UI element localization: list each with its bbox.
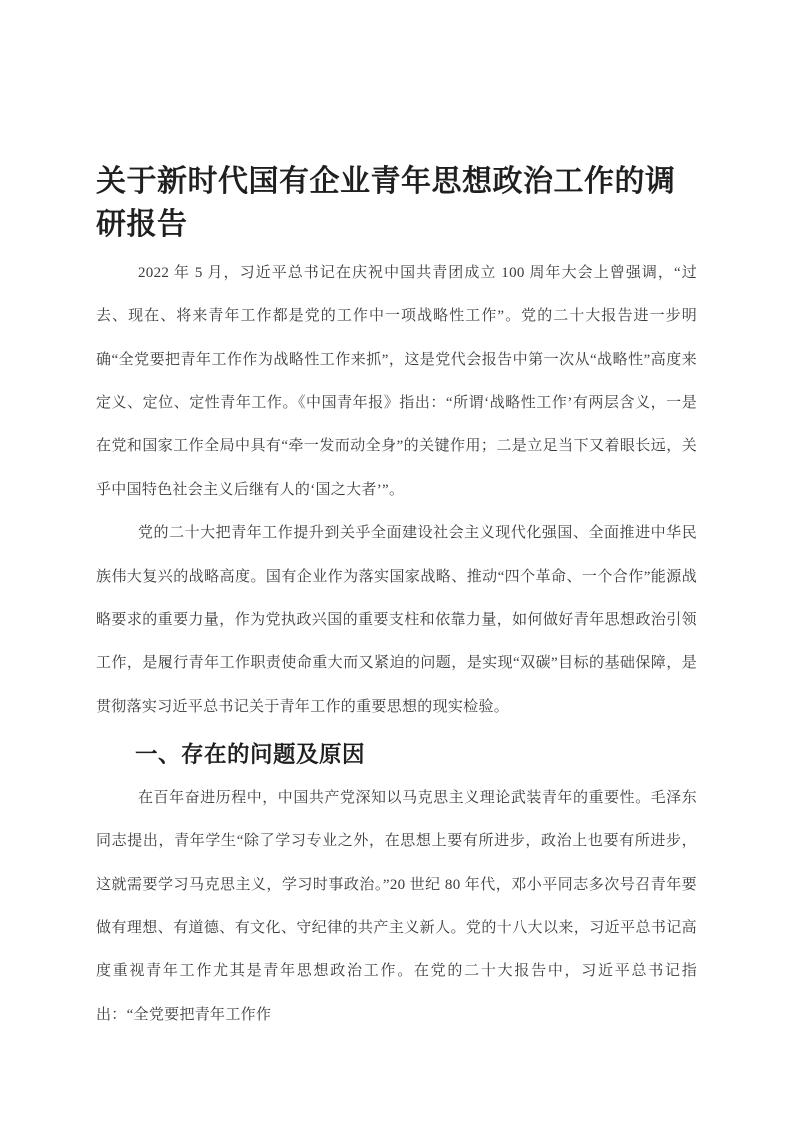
document-title: 关于新时代国有企业青年思想政治工作的调研报告 bbox=[96, 165, 676, 242]
paragraph: 2022 年 5 月，习近平总书记在庆祝中国共青团成立 100 周年大会上曾强调，“过去、现在、将来青年工作都是党的工作中一项战略性工作”。党的二十大报告进一步明确“全党要把青年工作作为战略性工作来抓”，这是党代会报告中第一次从“战略性”高度来定义、定位、定性青年工作。《中国青年报》指出：“所谓‘战略性工作’有两层含义，一是在党和国家工作全局中具有“牵一发而动全身”的关键作用；二是立足当下又着眼长远，关乎中国特色社会主义后继有人的‘国之大者’”。 bbox=[96, 264, 697, 498]
document-body bbox=[96, 0, 697, 1037]
paragraph: 党的二十大把青年工作提升到关乎全面建设社会主义现代化强国、全面推进中华民族伟大复兴的战略高度。国有企业作为落实国家战略、推动“四个革命、一个合作”能源战略要求的重要力量，作为党执政兴国的重要支柱和依靠力量，如何做好青年思想政治引领工作，是履行青年工作职责使命重大而又紧迫的问题，是实现“双碳”目标的基础保障，是贯彻落实习近平总书记关于青年工作的重要思想的现实检验。 bbox=[96, 525, 697, 715]
paragraph: 在百年奋进历程中，中国共产党深知以马克思主义理论武装青年的重要性。毛泽东同志提出，青年学生“除了学习专业之外，在思想上要有所进步，政治上也要有所进步，这就需要学习马克思主义，学习时事政治。”20 世纪 80 年代，邓小平同志多次号召青年要做有理想、有道德、有文化、守纪律的共产主义新人。党的十八大以来，习近平总书记高度重视青年工作尤其是青年思想政治工作。在党的二十大报告中，习近平总书记指出：“全党要把青年工作作 bbox=[96, 789, 697, 1023]
section-heading: 一、存在的问题及原因 bbox=[135, 742, 366, 768]
